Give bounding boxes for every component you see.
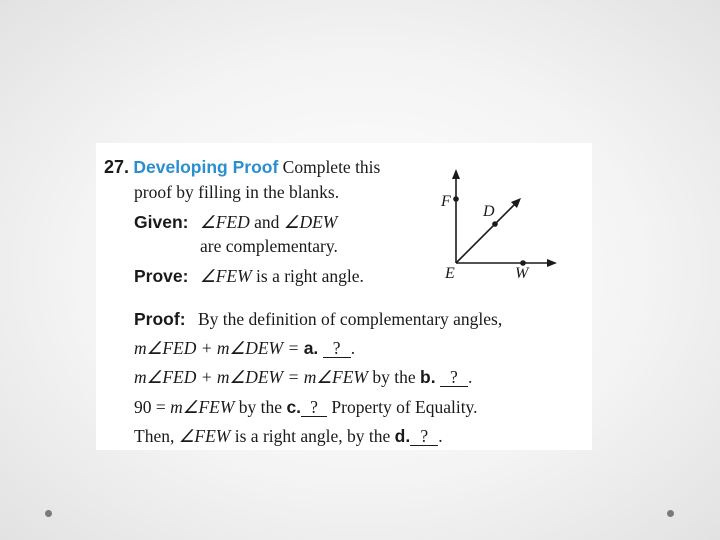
proof-line5-start: Then, (134, 426, 179, 446)
blank-d-letter: d. (394, 426, 411, 446)
label-d: D (483, 203, 495, 220)
blank-a-letter: a. (303, 338, 319, 358)
prove-line (134, 266, 364, 286)
proof-label: Proof: (134, 309, 186, 329)
proof-line3-expr: m∠FED + m∠DEW = m∠FEW (134, 367, 368, 387)
ray-ef-arrow-icon (452, 169, 460, 179)
label-e: E (445, 265, 455, 282)
slide-bullet-right (667, 510, 674, 517)
proof-line4 (134, 397, 478, 417)
given-line1 (134, 212, 337, 232)
blank-a[interactable]: ? (323, 340, 351, 358)
point-d (492, 221, 498, 227)
point-f (453, 196, 459, 202)
problem-intro-line1: Complete this (282, 157, 381, 177)
proof-line5-end: . (438, 426, 443, 446)
problem-number: 27. (104, 157, 130, 177)
textbook-problem-card (96, 143, 592, 450)
proof-line2 (134, 338, 355, 358)
given-angle-dew: ∠DEW (283, 212, 338, 232)
blank-b[interactable]: ? (440, 369, 468, 387)
label-f: F (441, 193, 451, 210)
proof-line5-angle: ∠FEW (178, 426, 231, 446)
given-and: and (249, 212, 284, 232)
given-label: Given: (134, 212, 189, 232)
ray-ew-arrow-icon (547, 259, 557, 267)
proof-line4-end: Property of Equality. (327, 397, 478, 417)
proof-line3 (134, 367, 472, 387)
proof-line5-mid: is a right angle, by the (230, 426, 395, 446)
proof-line2-expr: m∠FED + m∠DEW = (134, 338, 304, 358)
proof-line4-angle: m∠FEW (170, 397, 235, 417)
proof-line3-by: by the (367, 367, 420, 387)
proof-line1-text: By the definition of complementary angles, (198, 309, 503, 329)
prove-angle: ∠FEW (200, 266, 252, 286)
blank-c[interactable]: ? (301, 399, 327, 417)
given-angle-fed: ∠FED (200, 212, 250, 232)
label-w: W (515, 265, 529, 282)
proof-line4-start: 90 = (134, 397, 171, 417)
proof-line5 (134, 426, 443, 446)
proof-line2-end: . (350, 338, 356, 358)
prove-label: Prove: (134, 266, 189, 286)
problem-header (104, 157, 380, 177)
given-line2: are complementary. (200, 236, 338, 256)
proof-line1 (134, 309, 502, 329)
proof-line4-by: by the (234, 397, 287, 417)
blank-c-letter: c. (286, 397, 302, 417)
slide-bullet-left (45, 510, 52, 517)
angle-diagram (431, 163, 571, 298)
blank-b-letter: b. (420, 367, 436, 387)
problem-intro-line2: proof by filling in the blanks. (134, 182, 340, 202)
blank-d[interactable]: ? (410, 428, 438, 446)
problem-title: Developing Proof (133, 157, 279, 177)
prove-rest: is a right angle. (251, 266, 364, 286)
proof-line3-end: . (467, 367, 473, 387)
